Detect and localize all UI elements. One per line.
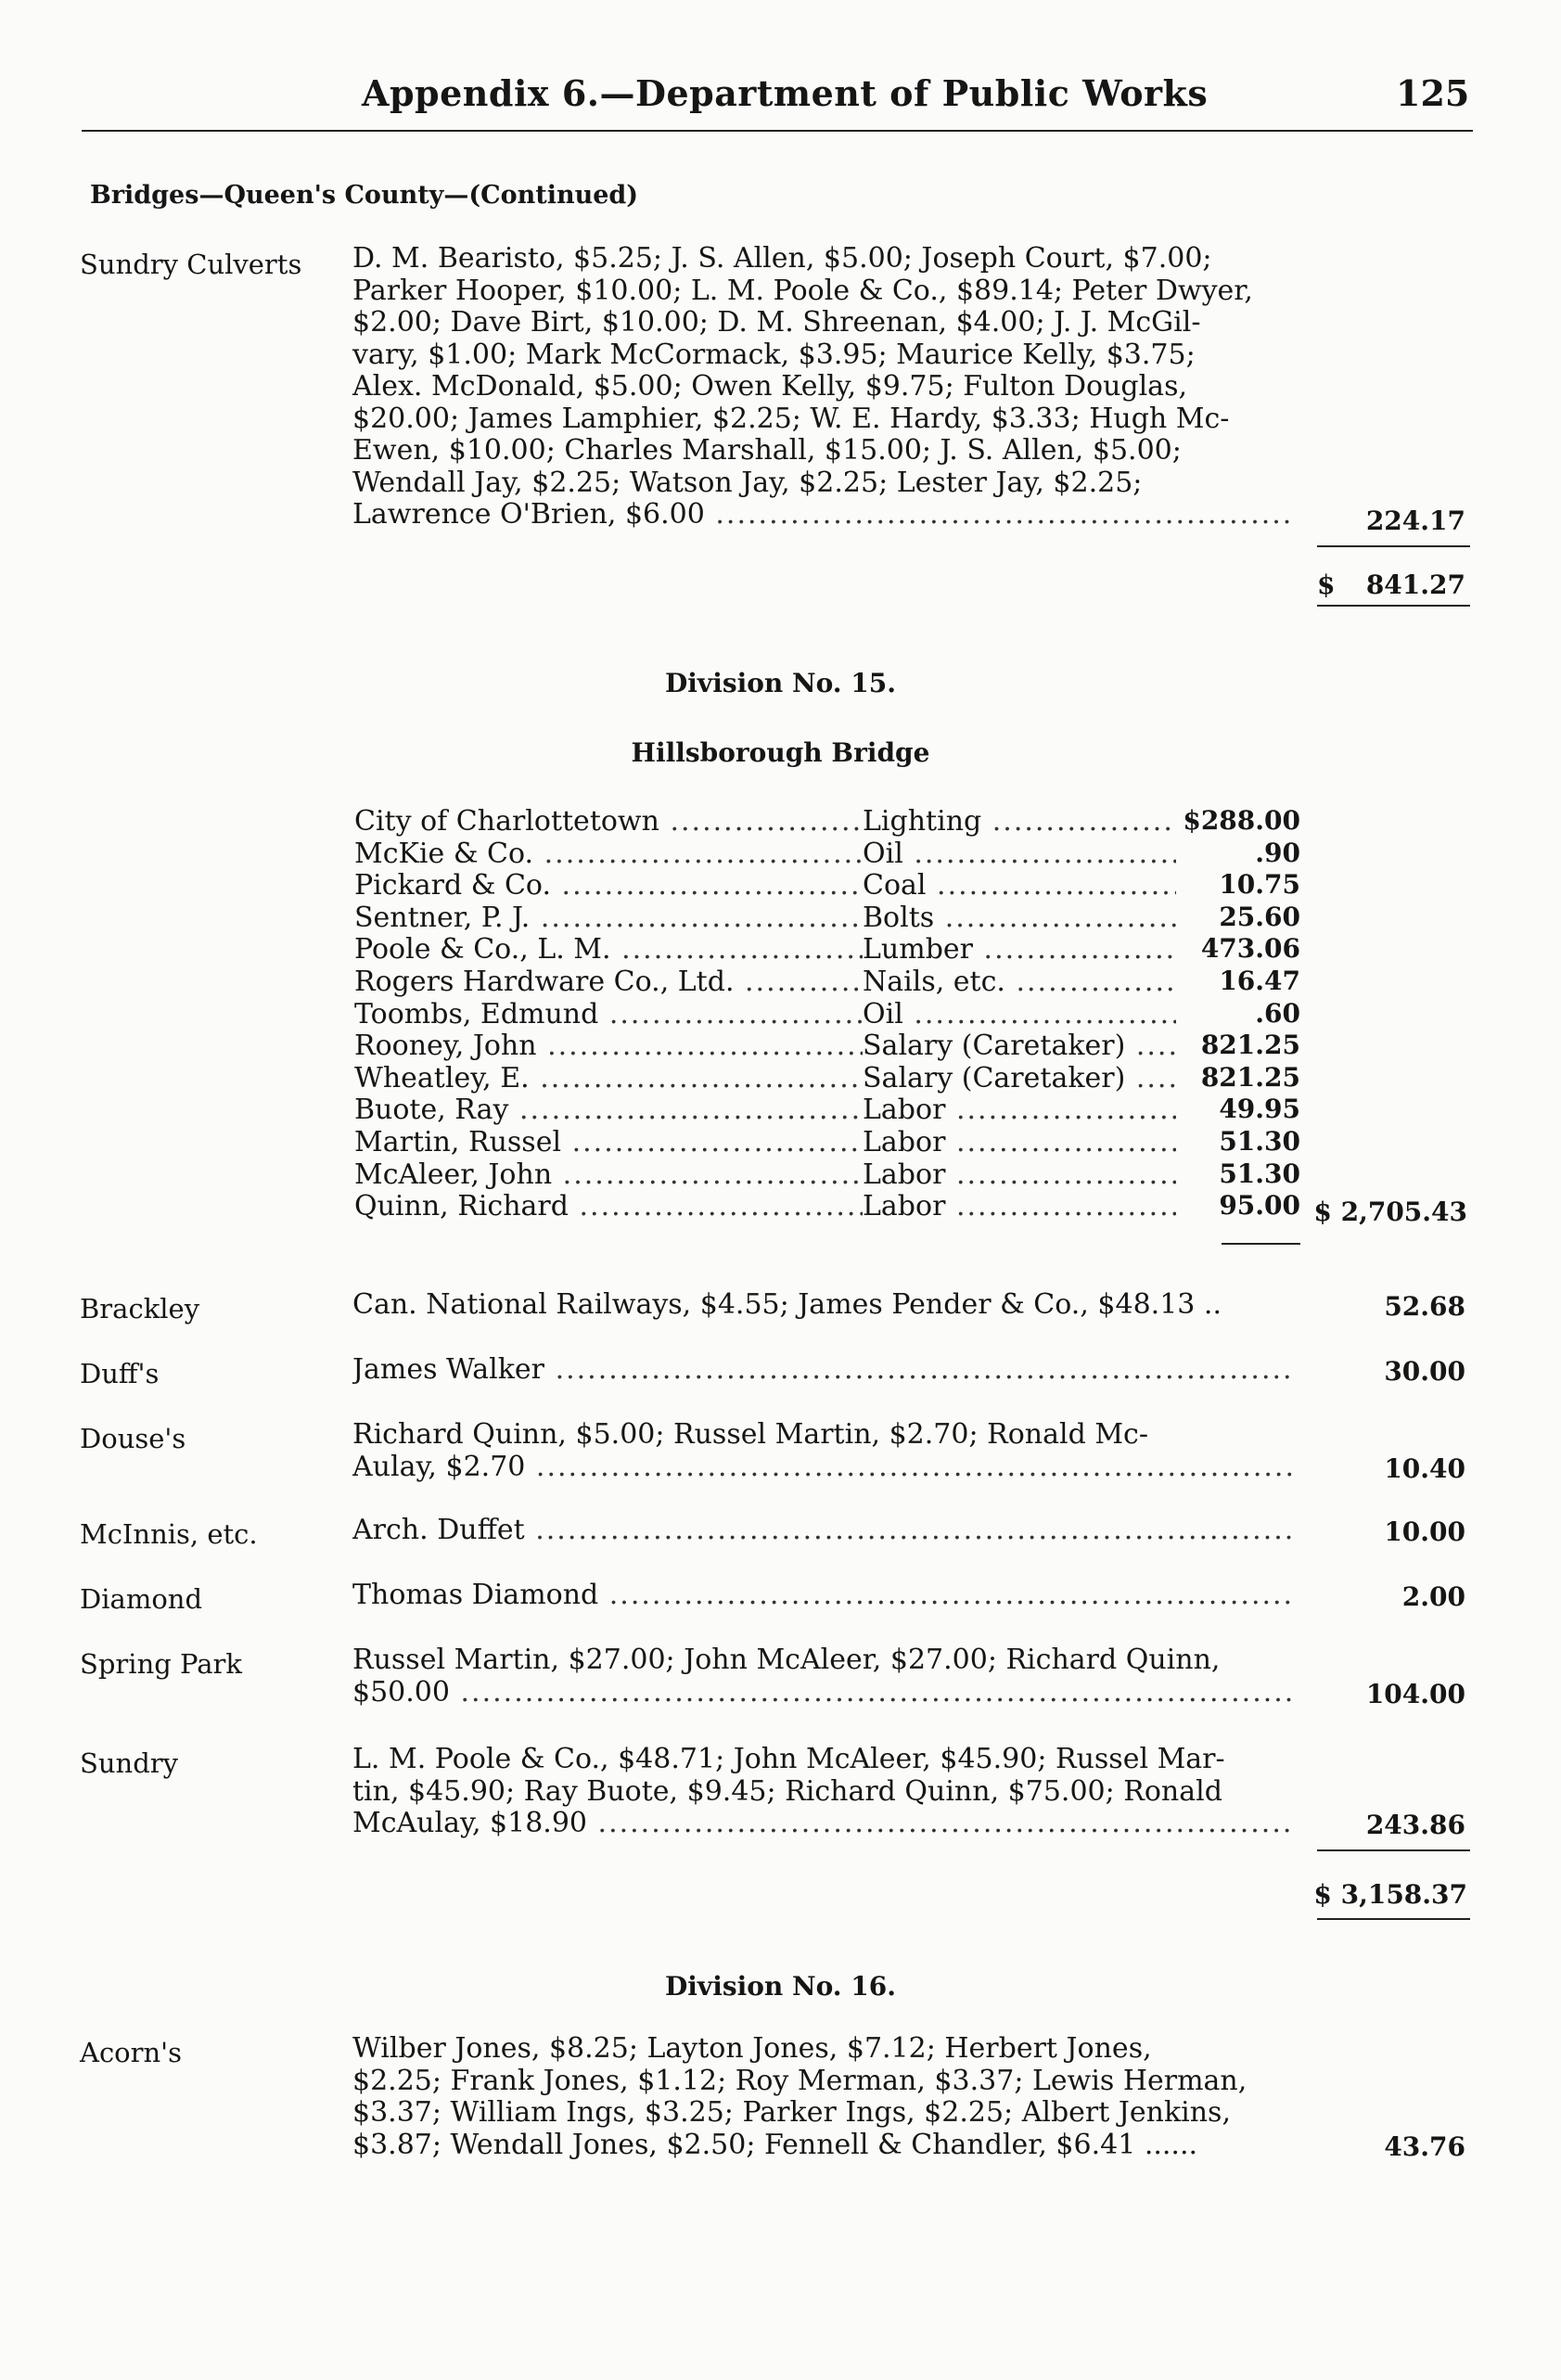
hillsborough-subtotal: $ 2,705.43 — [1313, 1196, 1467, 1227]
table-row — [354, 838, 1300, 869]
item-description: Lighting ..... — [863, 805, 1176, 837]
entry-text — [352, 1580, 1295, 1612]
para-line: McAulay, $18.90 ..... — [352, 1808, 1295, 1840]
payee-name: Rooney, John ..... — [354, 1030, 863, 1061]
item-amount: 51.30 — [1219, 1126, 1300, 1157]
para-line: James Walker ..... — [352, 1354, 1295, 1387]
table-row — [354, 1094, 1300, 1125]
para-line: Russel Martin, $27.00; John McAleer, $27.00; Richard Quinn, — [352, 1644, 1221, 1676]
table-row — [354, 1062, 1300, 1094]
para-line: tin, $45.90; Ray Buote, $9.45; Richard Quinn, $75.00; Ronald — [352, 1774, 1222, 1808]
payee-name: Quinn, Richard ..... — [354, 1190, 863, 1222]
section-heading: Bridges—Queen's County—(Continued) — [90, 181, 639, 210]
item-description: Labor ..... — [863, 1126, 1176, 1158]
para-line: Alex. McDonald, $5.00; Owen Kelly, $9.75; Fulton Douglas, — [352, 370, 1187, 403]
table-row — [354, 1126, 1300, 1158]
division-15-total: $ 3,158.37 — [1313, 1879, 1467, 1910]
division-16-heading: Division No. 16. — [665, 1971, 896, 2002]
amount-rule — [1317, 545, 1470, 547]
entry-text — [352, 2033, 1295, 2161]
entry-label: Spring Park — [80, 1648, 242, 1680]
para-line: Lawrence O'Brien, $6.00 ..... — [352, 499, 1295, 531]
entry-label: Diamond — [80, 1583, 203, 1615]
sundry-culverts-total — [1317, 569, 1465, 600]
subtotal-rule — [1222, 1243, 1300, 1245]
payee-name: Wheatley, E. ..... — [354, 1062, 863, 1094]
total-rule — [1317, 605, 1470, 607]
sundry-culverts-text — [352, 243, 1295, 531]
para-line: Arch. Duffet ..... — [352, 1515, 1295, 1547]
para-line: $2.00; Dave Birt, $10.00; D. M. Shreenan, $4.00; J. J. McGil- — [352, 306, 1201, 339]
table-row — [354, 805, 1300, 837]
para-line: Ewen, $10.00; Charles Marshall, $15.00; J. S. Allen, $5.00; — [352, 434, 1182, 467]
item-amount: .60 — [1255, 997, 1300, 1029]
entry-label: Acorn's — [80, 2037, 183, 2068]
currency-symbol: $ — [1317, 569, 1336, 600]
item-description: Labor ..... — [863, 1094, 1176, 1125]
item-description: Salary (Caretaker) ..... — [863, 1062, 1176, 1094]
entry-amount: 52.68 — [1384, 1291, 1465, 1322]
item-amount: 95.00 — [1219, 1190, 1300, 1222]
table-row — [354, 966, 1300, 997]
payee-name: Poole & Co., L. M. ..... — [354, 933, 863, 965]
page-number: 125 — [1396, 72, 1470, 114]
payee-name: Toombs, Edmund ..... — [354, 998, 863, 1030]
entry-amount: 43.76 — [1384, 2130, 1465, 2162]
payee-name: City of Charlottetown ..... — [354, 805, 863, 837]
entry-amount: 243.86 — [1365, 1810, 1465, 1840]
payee-name: Pickard & Co. ..... — [354, 869, 863, 901]
para-line: Wilber Jones, $8.25; Layton Jones, $7.12; Herbert Jones, — [352, 2032, 1152, 2065]
table-row — [354, 933, 1300, 965]
entry-text — [352, 1289, 1295, 1322]
item-amount: 821.25 — [1200, 1030, 1300, 1061]
para-line: Thomas Diamond ..... — [352, 1580, 1295, 1612]
para-line: $3.87; Wendall Jones, $2.50; Fennell & Chandler, $6.41 ...... — [352, 2128, 1198, 2161]
para-line: $3.37; William Ings, $3.25; Parker Ings, $2.25; Albert Jenkins, — [352, 2096, 1231, 2129]
item-description: Oil ..... — [863, 998, 1176, 1030]
payee-name: McAleer, John ..... — [354, 1158, 863, 1190]
para-line: D. M. Bearisto, $5.25; J. S. Allen, $5.00; Joseph Court, $7.00; — [352, 242, 1212, 275]
entry-text — [352, 1354, 1295, 1387]
header-rule — [82, 130, 1473, 132]
payee-name: Sentner, P. J. ..... — [354, 902, 863, 933]
para-line: Richard Quinn, $5.00; Russel Martin, $2.70; Ronald Mc- — [352, 1418, 1148, 1451]
table-row — [354, 1030, 1300, 1061]
para-line: $50.00 ..... — [352, 1677, 1295, 1709]
total-value: 841.27 — [1365, 569, 1465, 600]
para-line: $20.00; James Lamphier, $2.25; W. E. Hardy, $3.33; Hugh Mc- — [352, 402, 1230, 435]
entry-amount: 2.00 — [1401, 1581, 1465, 1612]
entry-label: Brackley — [80, 1293, 200, 1324]
item-description: Lumber ..... — [863, 933, 1176, 965]
table-row — [354, 869, 1300, 901]
payee-name: McKie & Co. ..... — [354, 838, 863, 869]
table-row — [354, 902, 1300, 933]
item-description: Coal ..... — [863, 869, 1176, 901]
entry-amount: 10.40 — [1384, 1452, 1465, 1484]
entry-amount: 104.00 — [1365, 1678, 1465, 1709]
payee-name: Buote, Ray ..... — [354, 1094, 863, 1125]
entry-label-sundry-culverts: Sundry Culverts — [80, 249, 302, 280]
total-rule — [1317, 1918, 1470, 1920]
para-line: Can. National Railways, $4.55; James Pender & Co., $48.13 .. — [352, 1288, 1222, 1321]
item-amount: 16.47 — [1219, 966, 1300, 996]
item-amount: 49.95 — [1219, 1094, 1300, 1125]
para-line: Parker Hooper, $10.00; L. M. Poole & Co., $89.14; Peter Dwyer, — [352, 274, 1253, 307]
item-description: Bolts ..... — [863, 902, 1176, 933]
entry-amount: 10.00 — [1384, 1516, 1465, 1547]
item-amount: 10.75 — [1219, 869, 1300, 901]
division-15-subheading: Hillsborough Bridge — [631, 737, 930, 768]
entry-text — [352, 1419, 1295, 1483]
item-amount: 473.06 — [1200, 933, 1300, 965]
entry-text — [352, 1644, 1295, 1708]
item-amount: .90 — [1255, 837, 1300, 868]
entry-text — [352, 1744, 1295, 1840]
item-description: Labor ..... — [863, 1190, 1176, 1222]
para-line: Aulay, $2.70 ..... — [352, 1452, 1295, 1484]
table-row — [354, 1190, 1300, 1222]
para-line: vary, $1.00; Mark McCormack, $3.95; Maurice Kelly, $3.75; — [352, 338, 1196, 371]
item-description: Labor ..... — [863, 1158, 1176, 1190]
item-amount: 51.30 — [1219, 1158, 1300, 1189]
table-row — [354, 998, 1300, 1030]
table-row — [354, 1158, 1300, 1190]
para-line: Wendall Jay, $2.25; Watson Jay, $2.25; Lester Jay, $2.25; — [352, 466, 1143, 499]
para-line: L. M. Poole & Co., $48.71; John McAleer, $45.90; Russel Mar- — [352, 1743, 1225, 1775]
payee-name: Martin, Russel ..... — [354, 1126, 863, 1158]
entry-label: Duff's — [80, 1358, 160, 1389]
item-amount: 821.25 — [1200, 1061, 1300, 1093]
payee-name: Rogers Hardware Co., Ltd. ..... — [354, 966, 863, 997]
amount-rule — [1317, 1849, 1470, 1851]
item-description: Nails, etc. ..... — [863, 966, 1176, 997]
para-line: $2.25; Frank Jones, $1.12; Roy Merman, $3.37; Lewis Herman, — [352, 2064, 1248, 2097]
division-15-heading: Division No. 15. — [665, 668, 896, 698]
page-header-title: Appendix 6.—Department of Public Works — [362, 72, 1209, 114]
sundry-culverts-amount: 224.17 — [1365, 505, 1465, 536]
entry-amount: 30.00 — [1384, 1356, 1465, 1387]
item-amount: 25.60 — [1219, 901, 1300, 932]
entry-text — [352, 1515, 1295, 1547]
entry-label: McInnis, etc. — [80, 1518, 258, 1550]
entry-label: Sundry — [80, 1747, 179, 1779]
item-amount: $288.00 — [1183, 805, 1300, 836]
item-description: Oil ..... — [863, 838, 1176, 869]
entry-label: Douse's — [80, 1423, 186, 1454]
item-description: Salary (Caretaker) ..... — [863, 1030, 1176, 1061]
